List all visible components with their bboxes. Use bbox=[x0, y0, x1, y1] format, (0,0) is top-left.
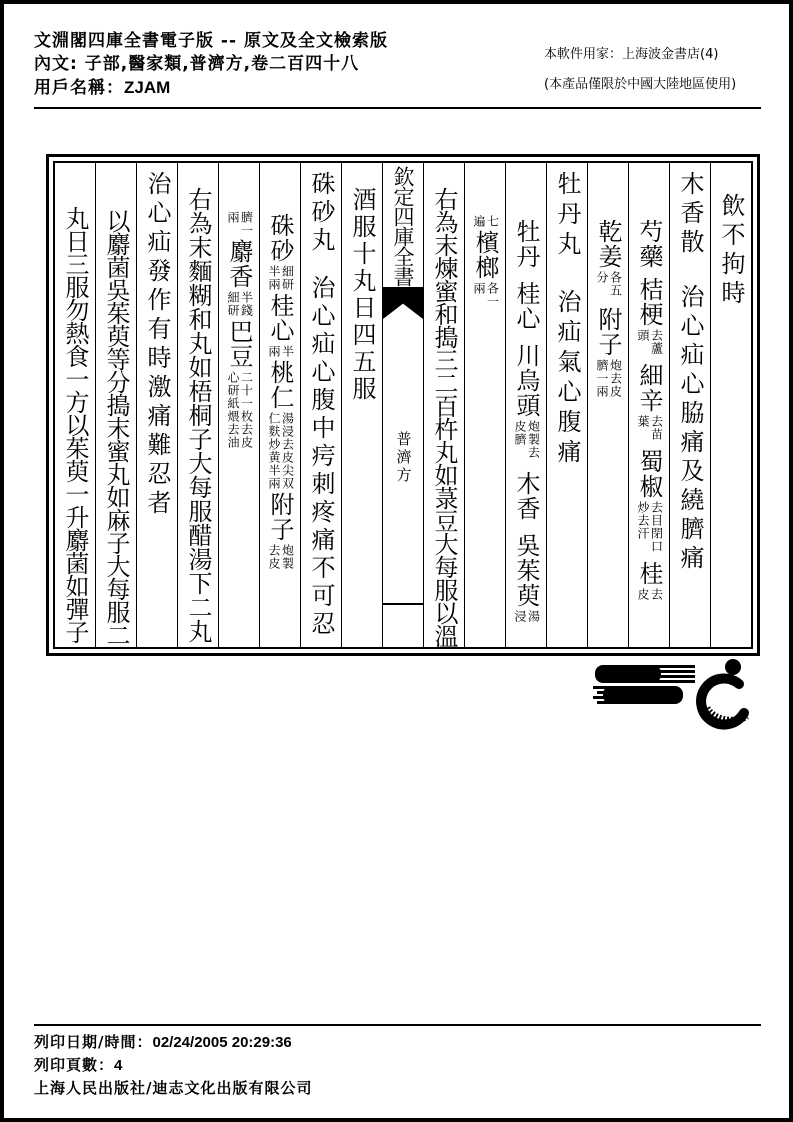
license-header bbox=[544, 40, 779, 100]
inline-annotation bbox=[226, 291, 253, 317]
inline-annotation bbox=[513, 420, 540, 459]
print-date-line bbox=[34, 1031, 312, 1054]
column-text: 硃砂 bbox=[266, 213, 294, 263]
column-text-flow bbox=[62, 163, 88, 647]
column-text: 桃仁 bbox=[266, 360, 294, 410]
column-05 bbox=[546, 163, 587, 647]
region-notice: (本產品僅限於中國大陸地區使用) bbox=[544, 77, 737, 92]
column-text: 丸日三服勿熱食一方以茱萸一升麝菌如彈子 bbox=[61, 206, 89, 643]
annotation-left: 分 bbox=[595, 271, 609, 284]
annotation-left: 仁麩炒黄半兩 bbox=[267, 412, 281, 490]
column-text: 治心疝心腹中疞刺疼痛不可忍 bbox=[307, 275, 335, 639]
annotation-left: 浸 bbox=[513, 610, 527, 623]
column-text: 川烏頭 bbox=[512, 343, 540, 418]
text-gap bbox=[320, 255, 322, 275]
annotation-left: 頭 bbox=[636, 329, 650, 342]
content-value: 子部,醫家類,普濟方,卷二百四十八 bbox=[84, 54, 360, 74]
annotation-right: 去苗 bbox=[649, 415, 664, 441]
column-10 bbox=[341, 163, 382, 647]
column-text: 芍藥 bbox=[635, 219, 663, 269]
column-text: 桂心 bbox=[512, 281, 540, 331]
user-label: 用戶名稱： bbox=[34, 78, 124, 98]
annotation-left: 細研 bbox=[226, 291, 240, 317]
column-text-flow bbox=[308, 163, 334, 647]
text-gap bbox=[525, 331, 527, 343]
text-gap bbox=[525, 461, 527, 471]
annotation-left: 葉 bbox=[636, 415, 650, 428]
inline-annotation bbox=[472, 215, 499, 228]
inline-annotation bbox=[513, 610, 540, 623]
annotation-left: 臍一兩 bbox=[595, 359, 609, 398]
column-text-flow bbox=[144, 163, 170, 647]
column-text-flow bbox=[718, 163, 744, 647]
annotation-right: 炮製 bbox=[280, 544, 295, 570]
annotation-right: 各一 bbox=[485, 282, 500, 308]
column-text: 酒服十丸日四五服 bbox=[348, 187, 376, 403]
column-02 bbox=[669, 163, 710, 647]
annotation-right: 去蘆 bbox=[649, 329, 664, 355]
print-footer bbox=[34, 1031, 312, 1099]
column-text: 牡丹 bbox=[512, 219, 540, 269]
column-04 bbox=[587, 163, 628, 647]
column-text-flow bbox=[472, 163, 499, 647]
inline-annotation bbox=[636, 329, 663, 355]
column-text: 附子 bbox=[266, 492, 294, 542]
content-label: 內文: bbox=[34, 54, 78, 74]
inline-annotation bbox=[595, 271, 622, 297]
user-name: ZJAM bbox=[124, 78, 171, 97]
column-text: 右為末麵糊和丸如梧桐子大每服醋湯下二丸 bbox=[184, 187, 212, 643]
annotation-right: 炮製去 bbox=[526, 420, 541, 459]
column-text-flow bbox=[595, 163, 622, 647]
annotation-right: 半錢 bbox=[239, 291, 254, 317]
column-text: 治疝氣心腹痛 bbox=[553, 289, 581, 469]
column-text-flow bbox=[636, 163, 663, 647]
column-text: 右為末煉蜜和搗三二百杵丸如菉豆大每服以溫 bbox=[430, 187, 458, 647]
annotation-right: 炮去皮 bbox=[608, 359, 623, 398]
column-text: 巴豆 bbox=[225, 319, 253, 369]
column-17 bbox=[55, 163, 95, 647]
column-16 bbox=[95, 163, 136, 647]
licensee-line: 本軟件用家：上海波金書店(4) bbox=[544, 47, 719, 62]
column-text: 乾姜 bbox=[594, 219, 622, 269]
annotation-right: 湯 bbox=[526, 610, 541, 623]
column-06 bbox=[505, 163, 546, 647]
annotation-right: 二十一枚去皮 bbox=[239, 371, 254, 449]
text-gap bbox=[566, 261, 568, 289]
annotation-right: 去目閉口 bbox=[649, 501, 664, 553]
print-pages-label: 列印頁數： bbox=[34, 1056, 115, 1074]
annotation-right: 七 bbox=[485, 215, 500, 228]
column-text: 桔梗 bbox=[635, 277, 663, 327]
column-text-flow bbox=[554, 163, 580, 647]
annotation-right: 半 bbox=[280, 345, 295, 358]
inline-annotation bbox=[472, 282, 499, 308]
spine-divider bbox=[383, 603, 423, 605]
annotation-left: 半兩 bbox=[267, 265, 281, 291]
inline-annotation bbox=[636, 501, 663, 553]
inline-annotation bbox=[267, 412, 294, 490]
column-03 bbox=[628, 163, 669, 647]
annotation-left: 去皮 bbox=[267, 544, 281, 570]
column-07 bbox=[464, 163, 505, 647]
column-text-flow bbox=[677, 163, 703, 647]
annotation-left: 兩 bbox=[267, 345, 281, 358]
text-gap bbox=[607, 299, 609, 307]
column-text-flow bbox=[103, 163, 129, 647]
column-text-flow bbox=[431, 163, 457, 647]
column-text: 吳茱萸 bbox=[512, 533, 540, 608]
column-08 bbox=[423, 163, 464, 647]
annotation-left: 心研紙煨去油 bbox=[226, 371, 240, 449]
column-text: 細辛 bbox=[635, 363, 663, 413]
publisher-line: 上海人民出版社/迪志文化出版有限公司 bbox=[34, 1079, 313, 1097]
column-text: 牡丹丸 bbox=[553, 171, 581, 261]
annotation-right: 臍一 bbox=[239, 211, 254, 237]
book-page bbox=[53, 161, 753, 649]
bookmark-fishtail-icon bbox=[383, 287, 423, 319]
annotation-left: 皮臍 bbox=[513, 420, 527, 446]
column-text: 附子 bbox=[594, 307, 622, 357]
column-text: 麝香 bbox=[225, 239, 253, 289]
column-text: 飲不拘時 bbox=[717, 193, 745, 309]
column-text: 檳榔 bbox=[471, 230, 499, 280]
spine-book-name: 普濟方 bbox=[394, 431, 413, 485]
print-date-value: 02/24/2005 20:29:36 bbox=[152, 1034, 292, 1051]
column-text: 桂心 bbox=[266, 293, 294, 343]
inline-annotation bbox=[267, 345, 294, 358]
column-text: 蜀椒 bbox=[635, 449, 663, 499]
spine-title: 欽定四庫全書 bbox=[391, 166, 415, 286]
annotation-right: 各五 bbox=[608, 271, 623, 297]
column-text-flow bbox=[226, 163, 253, 647]
book-page-frame bbox=[46, 154, 760, 656]
column-text-flow bbox=[349, 163, 375, 647]
column-text-flow bbox=[267, 163, 294, 647]
column-text-flow bbox=[513, 163, 540, 647]
inline-annotation bbox=[226, 211, 253, 237]
text-gap bbox=[648, 269, 650, 277]
annotation-left: 炒去汗 bbox=[636, 501, 650, 540]
annotation-left: 皮 bbox=[636, 588, 650, 601]
column-text: 木香 bbox=[512, 471, 540, 521]
column-text: 木香散 bbox=[676, 171, 704, 258]
text-gap bbox=[689, 258, 691, 284]
publisher-logo bbox=[589, 656, 759, 738]
inline-annotation bbox=[226, 371, 253, 449]
print-pages-value: 4 bbox=[114, 1057, 123, 1074]
annotation-left: 遍 bbox=[472, 215, 486, 228]
column-text: 治心疝發作有時激痛難忍者 bbox=[143, 171, 171, 519]
annotation-left: 兩 bbox=[226, 211, 240, 224]
annotation-left: 兩 bbox=[472, 282, 486, 295]
column-text: 治心疝心脇痛及繞臍痛 bbox=[676, 284, 704, 574]
column-text: 桂 bbox=[635, 561, 663, 586]
app-title: 文淵閣四庫全書電子版 -- 原文及全文檢索版 bbox=[34, 31, 388, 51]
column-13 bbox=[218, 163, 259, 647]
text-gap bbox=[525, 521, 527, 533]
header-divider bbox=[34, 107, 761, 109]
print-header bbox=[34, 30, 388, 100]
column-12 bbox=[259, 163, 300, 647]
stacked-books-icon bbox=[593, 665, 695, 704]
column-text: 以麝菌吳茱萸等分搗末蜜丸如麻子大每服二 bbox=[102, 209, 130, 646]
inline-annotation bbox=[267, 544, 294, 570]
column-15 bbox=[136, 163, 177, 647]
column-14 bbox=[177, 163, 218, 647]
column-11 bbox=[300, 163, 341, 647]
annotation-right: 湯浸去皮尖双 bbox=[280, 412, 295, 490]
column-01 bbox=[710, 163, 751, 647]
inline-annotation bbox=[636, 588, 663, 601]
user-line bbox=[34, 76, 388, 100]
inline-annotation bbox=[636, 415, 663, 441]
inline-annotation bbox=[595, 359, 622, 398]
annotation-right: 去 bbox=[649, 588, 664, 601]
footer-divider bbox=[34, 1024, 761, 1026]
inline-annotation bbox=[267, 265, 294, 291]
print-date-label: 列印日期/時間： bbox=[34, 1033, 153, 1051]
print-pages-line bbox=[34, 1054, 312, 1077]
text-gap bbox=[525, 269, 527, 281]
column-text: 硃砂丸 bbox=[307, 171, 335, 255]
column-text-flow bbox=[185, 163, 211, 647]
column-09-spine bbox=[382, 163, 423, 647]
ink-brush-seal-icon bbox=[701, 659, 747, 725]
annotation-right: 細研 bbox=[280, 265, 295, 291]
content-path bbox=[34, 53, 388, 76]
